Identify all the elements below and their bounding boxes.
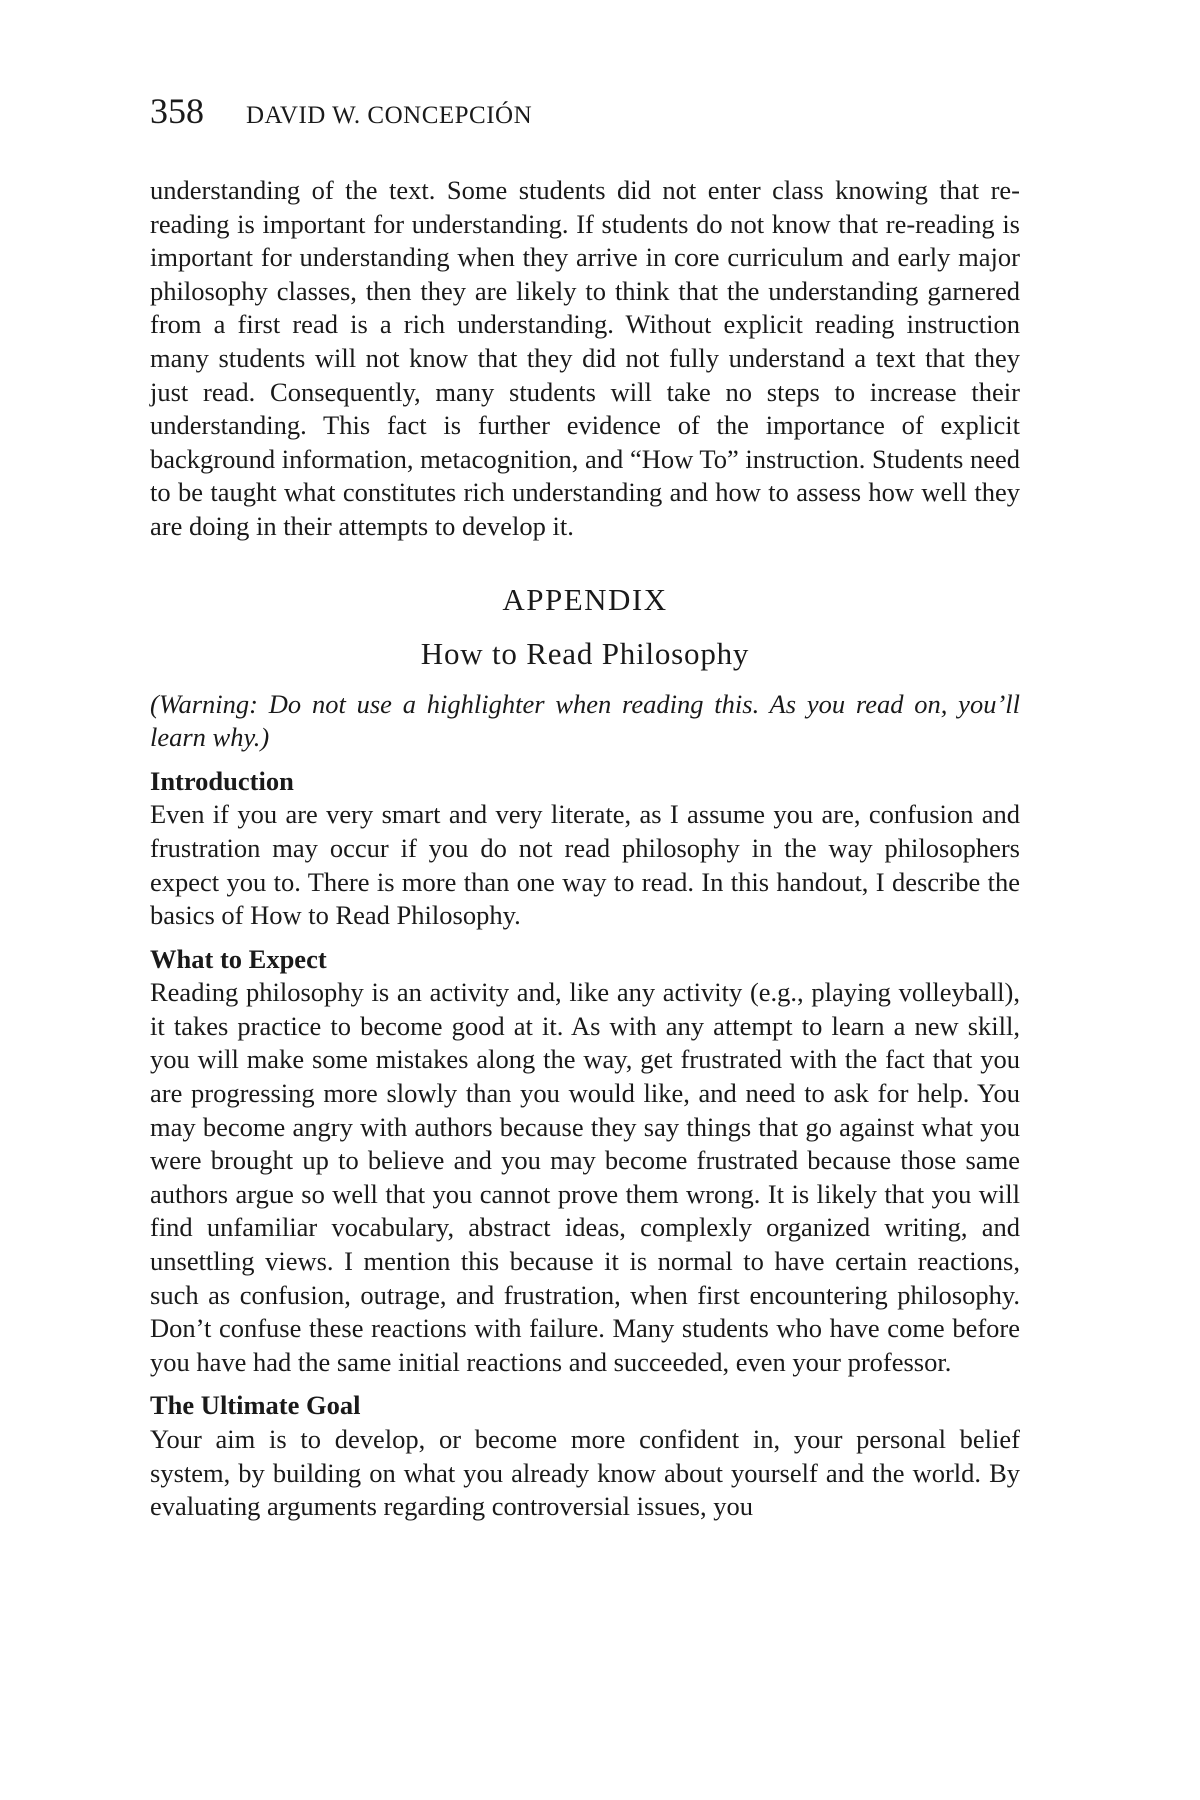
section-heading-ultimate-goal: The Ultimate Goal: [150, 1390, 361, 1421]
appendix-title: APPENDIX: [502, 581, 668, 617]
section-text-what-to-expect: Reading philosophy is an activity and, like any activity (e.g., playing volleyball), it takes practice to become good at it. As with any attempt to learn a new skill, you will make some mistakes along the way, get frustrated with the fact that you are progressing more slowly than you would like, and need to ask for help. You may become angry with authors because they say things that go against what you were brought up to believe and you may become frustrated because those same authors argue so well that you cannot prove them wrong. It is likely that you will find unfamiliar vocabulary, abstract ideas, complexly organized writing, and unsettling views. I mention this because it is normal to have certain reactions, such as confusion, outrage, and frustration, when first encountering philosophy. Don’t confuse these reactions with failure. Many students who have come before you have had the same initial reactions and succeeded, even your professor.: [150, 977, 1020, 1377]
section-text-introduction: Even if you are very smart and very literate, as I assume you are, confusion and frustration may occur if you do not read philosophy in the way philosophers expect you to. There is more than one way to read. In this handout, I describe the basics of How to Read Philosophy.: [150, 799, 1020, 931]
warning-text: (Warning: Do not use a highlighter when reading this. As you read on, you’ll learn why.): [150, 688, 1020, 753]
appendix-subtitle: How to Read Philosophy: [420, 635, 750, 671]
book-page: [150, 90, 1020, 1524]
running-head: [150, 90, 1020, 136]
page-number: 358: [150, 91, 204, 131]
section-text-ultimate-goal: Your aim is to develop, or become more confident in, your personal belief system, by building on what you already know about yourself and the world. By evaluating arguments regarding controversial issues, you: [150, 1424, 1020, 1522]
warning-note: [150, 688, 1020, 755]
section-heading-introduction: Introduction: [150, 765, 294, 796]
continuation-paragraph: understanding of the text. Some students did not enter class knowing that re-reading is important for understanding. If students do not know that re-reading is important for understanding when they arrive in core curriculum and early major philosophy classes, then they are likely to think that the understanding garnered from a first read is a rich understanding. Without explicit reading instruction many students will not know that they did not fully understand a text that they just read. Consequently, many students will take no steps to increase their understanding. This fact is further evidence of the importance of explicit background information, metacognition, and “How To” instruction. Students need to be taught what constitutes rich understanding and how to assess how well they are doing in their attempts to develop it.: [150, 175, 1020, 541]
running-head-author: DAVID W. CONCEPCIÓN: [246, 102, 533, 129]
section-heading-what-to-expect: What to Expect: [150, 943, 327, 974]
